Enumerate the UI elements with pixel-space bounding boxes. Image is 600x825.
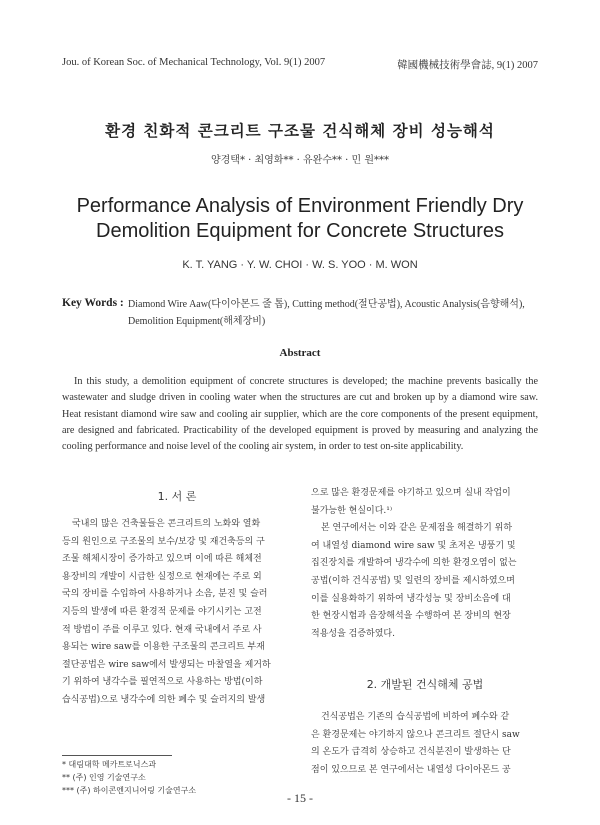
keywords-text (128, 296, 540, 330)
keywords-line-1: Diamond Wire Aaw(다이아몬드 줄 톱), Cutting method(절단공법), Acoustic Analysis(음향해석), (128, 299, 525, 310)
section-1-line: 절단공법은 wire saw에서 발생되는 마찰열을 제거하 (62, 659, 271, 670)
section-1-line: 조물 해체시장이 증가하고 있으며 이에 따른 해체전 (62, 554, 262, 565)
intro-line: 집진장치를 개발하여 냉각수에 의한 환경오염이 없는 (311, 558, 517, 569)
english-title-line-2: Demolition Equipment for Concrete Structures (96, 220, 504, 242)
section-1-line: 습식공법)으로 냉각수에 의한 폐수 및 슬러지의 발생 (62, 694, 266, 705)
section-1-line: 적 방법이 주를 이루고 있다. 현재 국내에서 주로 사 (62, 624, 262, 635)
section-1-line: 지등의 발생에 따른 환경적 문제를 야기시키는 고전 (62, 606, 262, 617)
intro-line: 불가능한 현실이다.¹⁾ (311, 505, 393, 516)
section-2-line: 의 온도가 급격히 상승하고 건식분진이 발생하는 단 (311, 747, 511, 758)
section-1-line: 국내의 많은 건축물들은 콘크리트의 노화와 열화 (72, 519, 261, 529)
intro-line: 공법(이하 건식공법) 및 일련의 장비를 제시하였으며 (311, 575, 515, 586)
section-2-line: 점이 있으므로 본 연구에서는 내열성 다이아몬드 공 (311, 764, 511, 775)
intro-line: 이를 실용화하기 위하여 냉각성능 및 장비소음에 대 (311, 593, 511, 604)
korean-authors: 양경택* · 최영화** · 유완수** · 민 원*** (210, 155, 390, 166)
section-2-body (311, 709, 539, 779)
section-1-line: 기 위하여 냉각수를 필연적으로 사용하는 방법(이하 (62, 677, 263, 688)
intro-line: 여 내열성 diamond wire saw 및 초저온 냉풍기 및 (311, 540, 516, 551)
intro-line: 한 현장시험과 음장해석을 수행하여 본 장비의 현장 (311, 611, 511, 622)
page-number: - 15 - (287, 791, 313, 805)
footnote-3: *** (주) 하이콘엔지니어링 기술연구소 (62, 786, 197, 795)
section-1-line: 용장비의 개발이 시급한 실정으로 현재에는 주로 외 (62, 571, 262, 582)
abstract-text: In this study, a demolition equipment of concrete structures is developed; the machine prevents basically the wastewater and sludge driven in cooling water when the structures are cut and broken up by a diamond wire saw. Heat resistant diamond wire saw and cooling air supplier, which are the core components of the present equipment, are designed and fabricated. Practicability of the developed equipment is proved by measuring and analyzing the cooling performance and noise level of the cooling air system, in order to test on-site applicability. (62, 376, 538, 453)
footnote-2: ** (주) 인영 기술연구소 (62, 773, 146, 782)
section-1-line: 국의 장비를 수입하여 사용하거나 소음, 분진 및 슬러 (62, 589, 268, 600)
keywords-label: Key Words : (62, 297, 124, 309)
journal-header-left: Jou. of Korean Soc. of Mechanical Technology, Vol. 9(1) 2007 (62, 57, 326, 68)
journal-header-right: 韓國機械技術學會誌, 9(1) 2007 (397, 60, 538, 71)
korean-title: 환경 친화적 콘크리트 구조물 건식해체 장비 성능해석 (105, 121, 495, 140)
intro-line: 적용성을 검증하였다. (311, 628, 395, 639)
keywords-line-2: Demolition Equipment(해체장비) (128, 316, 266, 327)
section-2-line: 은 환경문제는 야기하지 않으나 콘크리트 절단시 saw (311, 729, 520, 740)
english-title (0, 194, 600, 244)
section-2-title: 2. 개발된 건식해체 공법 (366, 678, 484, 691)
intro-line: 으로 많은 환경문제를 야기하고 있으며 실내 작업이 (311, 488, 511, 498)
section-1-line: 등의 원인으로 구조물의 보수/보강 및 재건축등의 구 (62, 536, 265, 547)
section-2-line: 건식공법은 기존의 습식공법에 비하여 폐수와 같 (321, 712, 510, 722)
intro-continued (311, 485, 539, 643)
english-authors: K. T. YANG · Y. W. CHOI · W. S. YOO · M. WON (182, 259, 418, 271)
section-1-body (62, 516, 288, 710)
intro-line: 본 연구에서는 이와 같은 문제점을 해결하기 위하 (321, 523, 513, 534)
abstract-title: Abstract (279, 347, 321, 359)
section-1-line: 용되는 wire saw를 이용한 구조물의 콘크리트 부재 (62, 642, 265, 653)
english-title-line-1: Performance Analysis of Environment Friendly Dry (76, 195, 524, 217)
footnote-rule (62, 755, 172, 756)
section-1-title: 1. 서 론 (157, 490, 197, 503)
footnote-1: * 대림대학 메카트로닉스과 (62, 760, 157, 769)
